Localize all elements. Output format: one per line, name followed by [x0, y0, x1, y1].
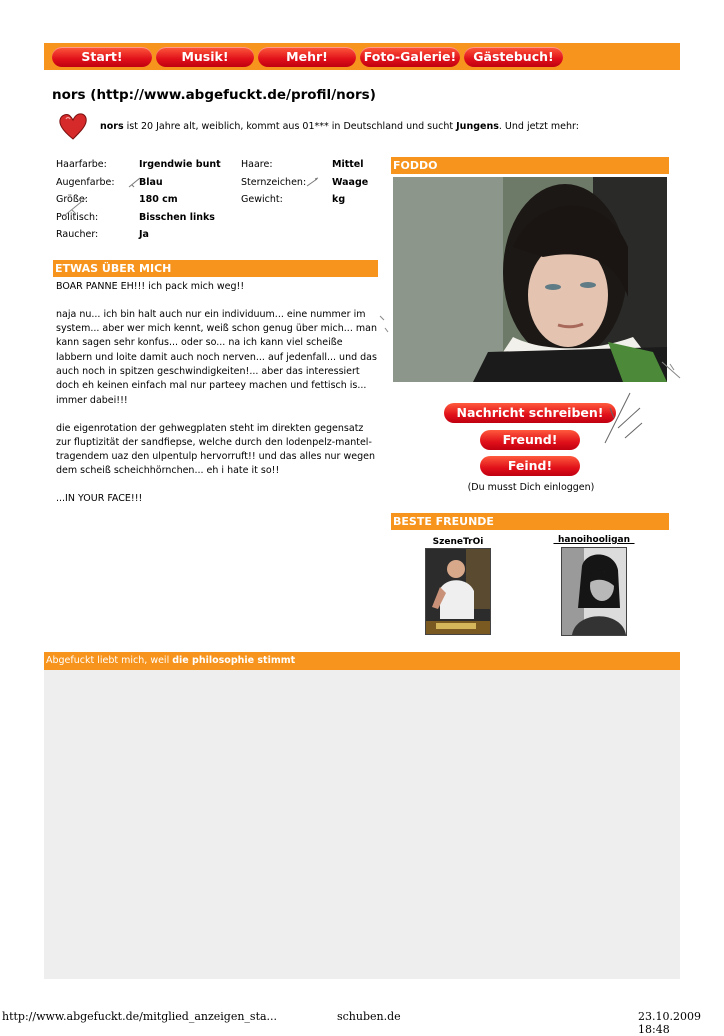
profile-intro: [100, 121, 579, 132]
friend-name-link[interactable]: SzeneTrOi: [432, 537, 484, 547]
print-url: http://www.abgefuckt.de/mitglied_anzeigen_sta...: [2, 1010, 278, 1023]
about-text: [56, 280, 380, 520]
intro-more: . Und jetzt mehr:: [498, 121, 579, 132]
friend-avatar[interactable]: [425, 548, 491, 635]
add-friend-button[interactable]: Freund!: [480, 430, 580, 450]
nav-start-button[interactable]: Start!: [52, 47, 152, 67]
footer-bar: [44, 652, 680, 670]
profile-photo-image: [393, 177, 667, 382]
detail-label-groesse: Größe:: [56, 194, 88, 205]
content-area: [44, 670, 680, 979]
intro-text: ist 20 Jahre alt, weiblich, kommt aus 01*** in Deutschland und sucht: [123, 121, 457, 132]
page-title: nors (http://www.abgefuckt.de/profil/nors): [52, 87, 376, 103]
detail-value-raucher: Ja: [139, 229, 149, 240]
print-site: schuben.de: [337, 1010, 401, 1023]
detail-label-augenfarbe: Augenfarbe:: [56, 177, 115, 188]
add-enemy-button[interactable]: Feind!: [480, 456, 580, 476]
best-friends-heading: BESTE FREUNDE: [391, 513, 669, 530]
scribble-decoration: [660, 360, 690, 382]
intro-name: nors: [100, 121, 124, 132]
detail-label-gewicht: Gewicht:: [241, 194, 283, 205]
scribble-decoration: [62, 196, 88, 218]
detail-label-sternzeichen: Sternzeichen:: [241, 177, 307, 188]
login-note: (Du musst Dich einloggen): [467, 482, 595, 493]
top-nav-bar: [44, 43, 680, 70]
about-heading: ETWAS ÜBER MICH: [53, 260, 378, 277]
nav-musik-button[interactable]: Musik!: [156, 47, 254, 67]
detail-value-haare: Mittel: [332, 159, 364, 170]
about-paragraph: ...IN YOUR FACE!!!: [56, 493, 143, 505]
nav-foto-galerie-button[interactable]: Foto-Galerie!: [360, 47, 460, 67]
intro-seeking: Jungens: [456, 121, 499, 132]
detail-value-augenfarbe: Blau: [139, 177, 163, 188]
detail-value-gewicht: kg: [332, 194, 346, 205]
foddo-heading: FODDO: [391, 157, 669, 174]
about-paragraph: BOAR PANNE EH!!! ich pack mich weg!!: [56, 281, 245, 292]
scribble-decoration: [600, 388, 646, 446]
profile-photo[interactable]: [393, 177, 667, 382]
detail-label-raucher: Raucher:: [56, 229, 99, 240]
nav-mehr-button[interactable]: Mehr!: [258, 47, 356, 67]
about-paragraph: die eigenrotation der gehwegplaten steht im direkten gegensatz zur fluptizität der sandfiepse, welche durch den lodenpelz-mantel-tragendem uaz den ulpentulp hervorruft!! und das alles nur wegen dem scheiß scheichhörnchen... eh i hate it so!!: [56, 422, 375, 477]
detail-label-politisch: Politisch:: [56, 212, 99, 223]
friend-avatar-image: [426, 549, 490, 634]
footer-emphasis: die philosophie stimmt: [172, 655, 296, 666]
scribble-decoration: [306, 176, 320, 188]
detail-label-haare: Haare:: [241, 159, 273, 170]
detail-value-groesse: 180 cm: [139, 194, 178, 205]
detail-value-sternzeichen: Waage: [332, 177, 369, 188]
friend-name-link[interactable]: _hanoihooligan_: [553, 535, 635, 545]
about-paragraph: naja nu... ich bin halt auch nur ein individuum... eine nummer im system... aber wer mich kennt, weiß schon genug über mich... man kann sagen sehr konfus... oder so... na ich kann viel scheiße labbern und loite damit auch noch nerven... auf jedenfall... und das auch noch in spitzen geschwindigkeiten!... aber das interessiert doch eh keinen einfach mal nur parteey machen und fettisch is... immer dabei!!!: [56, 308, 377, 406]
detail-value-politisch: Bisschen links: [139, 212, 215, 223]
scribble-decoration: [128, 176, 142, 188]
scribble-decoration: [376, 314, 392, 334]
print-date: 23.10.2009 18:48: [638, 1010, 701, 1036]
detail-value-haarfarbe: Irgendwie bunt: [139, 159, 221, 170]
nav-gaestebuch-button[interactable]: Gästebuch!: [464, 47, 563, 67]
friend-avatar[interactable]: [561, 547, 627, 636]
heart-icon: [58, 111, 88, 141]
footer-prefix: Abgefuckt liebt mich, weil: [46, 655, 173, 666]
detail-label-haarfarbe: Haarfarbe:: [56, 159, 107, 170]
friend-avatar-image: [562, 548, 626, 635]
send-message-button[interactable]: Nachricht schreiben!: [444, 403, 616, 423]
